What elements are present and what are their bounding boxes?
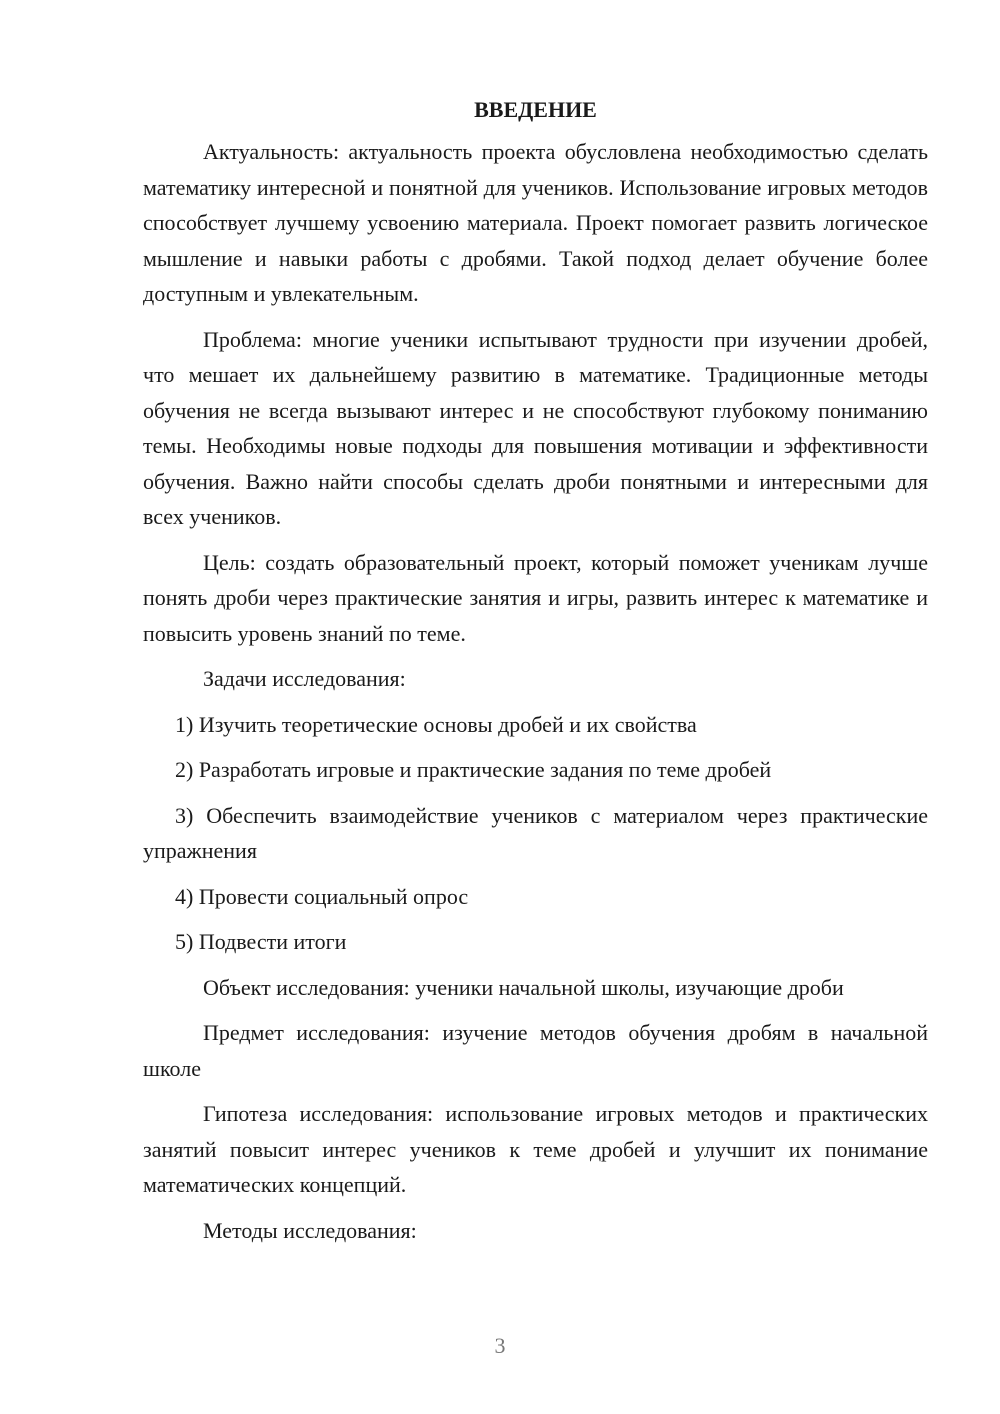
relevance-paragraph: Актуальность: актуальность проекта обусловлена необходимостью сделать математику интересной и понятной для учеников. Использование игровых методов способствует лучшему усвоению материала. Проект помогает развить логическое мышление и навыки работы с дробями. Такой подход делает обучение более доступным и увлекательным. [143,139,928,306]
object-paragraph: Объект исследования: ученики начальной школы, изучающие дроби [203,974,844,1000]
goal-paragraph: Цель: создать образовательный проект, который поможет ученикам лучше понять дроби через практические занятия и игры, развить интерес к математике и повысить уровень знаний по теме. [143,549,928,646]
subject-paragraph: Предмет исследования: изучение методов обучения дробям в начальной школе [143,1020,928,1081]
page-number: 3 [494,1333,506,1358]
tasks-heading: Задачи исследования: [203,666,406,691]
tasks-list [143,707,928,960]
task-item: 1) Изучить теоретические основы дробей и их свойства [175,711,697,737]
methods-heading: Методы исследования: [203,1217,417,1243]
task-item: 3) Обеспечить взаимодействие учеников с материалом через практические упражнения [143,802,928,863]
document-page [143,92,928,1258]
task-item: 2) Разработать игровые и практические задания по теме дробей [175,757,772,782]
problem-paragraph: Проблема: многие ученики испытывают трудности при изучении дробей, что мешает их дальнейшему развитию в математике. Традиционные методы обучения не всегда вызывают интерес и не способствуют глубокому пониманию темы. Необходимы новые подходы для повышения мотивации и эффективности обучения. Важно найти способы сделать дроби понятными и интересными для всех учеников. [143,326,928,529]
hypothesis-paragraph: Гипотеза исследования: использование игровых методов и практических занятий повысит интерес учеников к теме дробей и улучшит их понимание математических концепций. [143,1101,928,1197]
section-heading: ВВЕДЕНИЕ [474,97,597,122]
task-item: 5) Подвести итоги [175,929,347,954]
task-item: 4) Провести социальный опрос [175,883,469,909]
